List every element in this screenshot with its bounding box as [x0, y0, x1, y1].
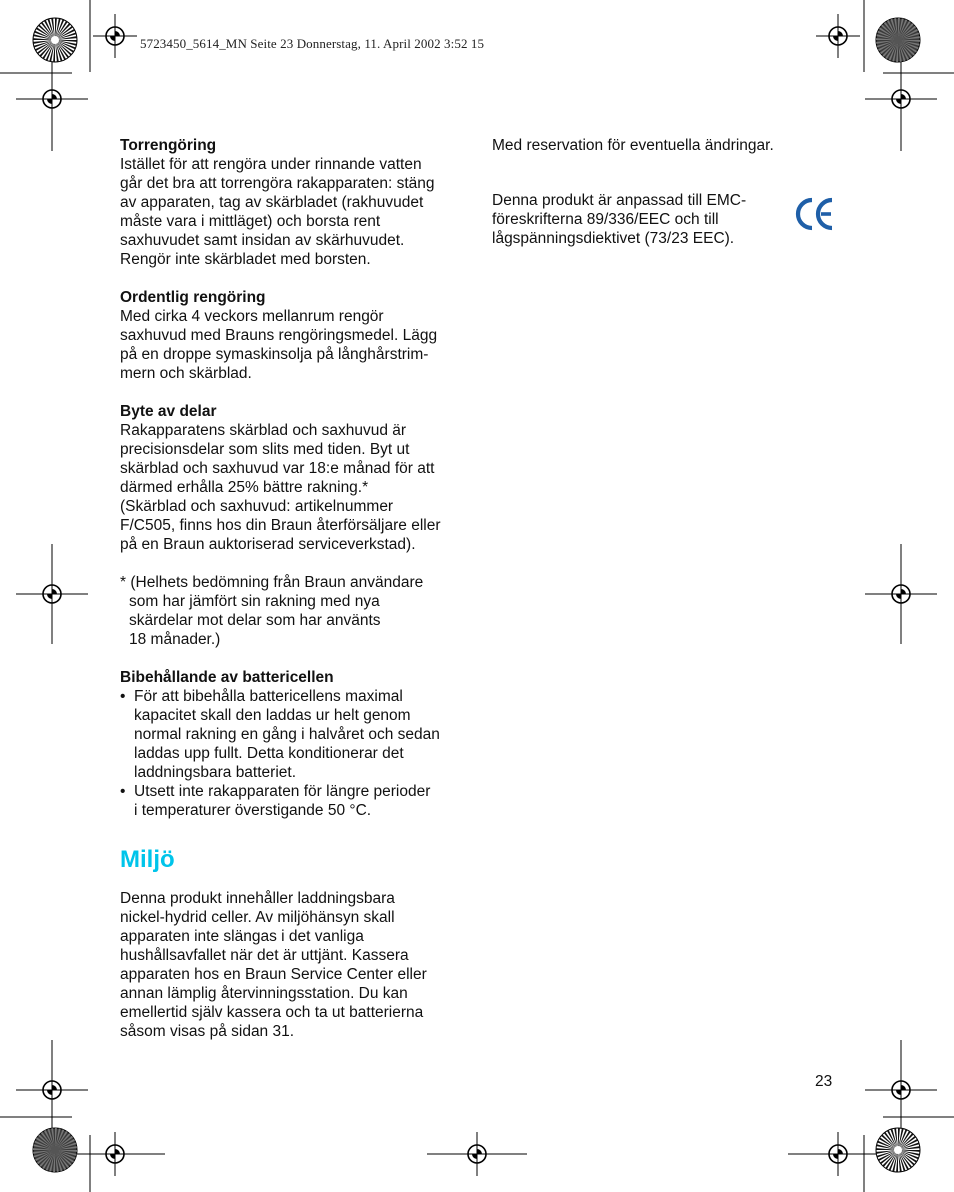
- text-line: skärblad och saxhuvud var 18:e månad för att: [120, 460, 435, 477]
- text-line: måste vara i mittläget) och borsta rent: [120, 213, 381, 230]
- registration-mark-icon: [788, 1132, 888, 1176]
- registration-mark-icon: [65, 1132, 165, 1176]
- section-title: Byte av delar: [120, 403, 217, 420]
- bullet-line: laddas upp fullt. Detta konditionerar det: [134, 745, 404, 762]
- starburst-target-icon: [876, 18, 920, 62]
- text-line: saxhuvud med Brauns rengöringsmedel. Lägg: [120, 327, 438, 344]
- starburst-target-icon: [33, 18, 77, 62]
- text-line: går det bra att torrengöra rakapparaten: stäng: [120, 175, 435, 192]
- text-line: därmed erhålla 25% bättre rakning.*: [120, 479, 369, 496]
- text-line: nickel-hydrid celler. Av miljöhänsyn skall: [120, 909, 395, 926]
- bullet-line: • Utsett inte rakapparaten för längre perioder: [134, 783, 431, 800]
- page-number: 23: [815, 1073, 833, 1090]
- text-line: Denna produkt innehåller laddningsbara: [120, 890, 395, 907]
- text-line: apparaten inte slängas i det vanliga: [120, 928, 364, 945]
- registration-mark-icon: [93, 14, 137, 58]
- text-line: såsom visas på sidan 31.: [120, 1023, 295, 1040]
- text-line: på en Braun auktoriserad serviceverkstad).: [120, 536, 416, 553]
- registration-mark-icon: [16, 1040, 88, 1140]
- registration-mark-icon: [865, 1040, 937, 1140]
- footnote-line: 18 månader.): [129, 631, 221, 648]
- bullet-line: laddningsbara batteriet.: [134, 764, 297, 781]
- text-line: Denna produkt är anpassad till EMC-: [492, 192, 747, 209]
- bullet-line: i temperaturer överstigande 50 °C.: [134, 802, 372, 819]
- reservation-note: Med reservation för eventuella ändringar.: [492, 137, 774, 154]
- registration-mark-icon: [865, 47, 937, 151]
- text-line: föreskrifterna 89/336/EEC och till: [492, 211, 719, 228]
- text-line: apparaten hos en Braun Service Center eller: [120, 966, 427, 983]
- footnote-line: * (Helhets bedömning från Braun användare: [120, 574, 424, 591]
- text-line: saxhuvudet samt insidan av skärhuvudet.: [120, 232, 405, 249]
- footnote-line: som har jämfört sin rakning med nya: [129, 593, 380, 610]
- text-line: annan lämplig återvinningsstation. Du kan: [120, 985, 408, 1002]
- registration-mark-icon: [16, 47, 88, 151]
- footnote-line: skärdelar mot delar som har använts: [129, 612, 381, 629]
- text-line: mern och skärblad.: [120, 365, 252, 382]
- registration-mark-icon: [816, 14, 860, 58]
- environment-heading: Miljö: [120, 846, 175, 873]
- print-header: 5723450_5614_MN Seite 23 Donnerstag, 11. April 2002 3:52 15: [140, 36, 485, 51]
- starburst-target-icon: [876, 1128, 920, 1172]
- text-line: Rengör inte skärbladet med borsten.: [120, 251, 371, 268]
- section-title: Torrengöring: [120, 137, 217, 154]
- text-line: lågspänningsdiektivet (73/23 EEC).: [492, 230, 735, 247]
- section-title: Ordentlig rengöring: [120, 289, 266, 306]
- text-line: precisionsdelar som slits med tiden. Byt ut: [120, 441, 410, 458]
- text-line: (Skärblad och saxhuvud: artikelnummer: [120, 498, 394, 515]
- section-title: Bibehållande av battericellen: [120, 669, 334, 686]
- text-line: av apparaten, tag av skärbladet (rakhuvudet: [120, 194, 424, 211]
- registration-mark-icon: [427, 1132, 527, 1176]
- bullet-line: kapacitet skall den laddas ur helt genom: [134, 707, 411, 724]
- bullet-line: • För att bibehålla battericellens maximal: [134, 688, 403, 705]
- text-line: emellertid själv kassera och ta ut batterierna: [120, 1004, 424, 1021]
- starburst-target-icon: [33, 1128, 77, 1172]
- text-line: Rakapparatens skärblad och saxhuvud är: [120, 422, 407, 439]
- text-line: Med cirka 4 veckors mellanrum rengör: [120, 308, 384, 325]
- text-line: Istället för att rengöra under rinnande vatten: [120, 156, 422, 173]
- registration-mark-icon: [16, 544, 88, 644]
- bullet-line: normal rakning en gång i halvåret och sedan: [134, 726, 440, 743]
- text-line: hushållsavfallet när det är uttjänt. Kassera: [120, 947, 409, 964]
- text-line: på en droppe symaskinsolja på långhårstrim-: [120, 346, 429, 363]
- registration-mark-icon: [865, 544, 937, 644]
- text-line: F/C505, finns hos din Braun återförsäljare eller: [120, 517, 441, 534]
